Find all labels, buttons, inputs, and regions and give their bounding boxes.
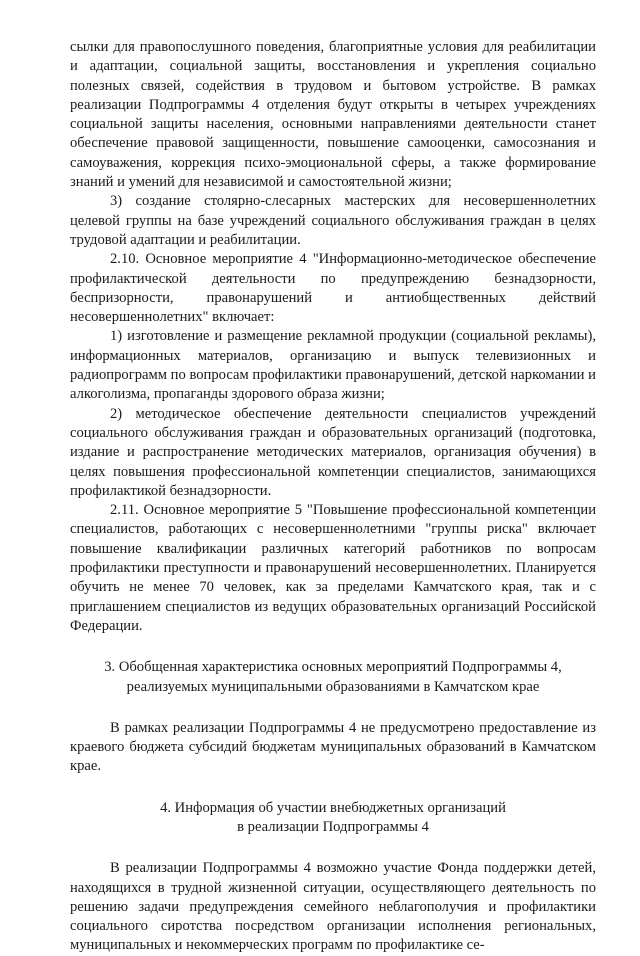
section-4-heading-line-1: 4. Информация об участии внебюджетных организаций <box>160 799 506 816</box>
paragraph-item-3: 3) создание столярно-слесарных мастерских для несовершеннолетних целевой группы на базе учреждений социального обслуживания граждан в целях трудовой адаптации и реабилитации. <box>70 193 596 248</box>
paragraph-item-1: 1) изготовление и размещение рекламной продукции (социальной рекламы), информационных материалов, организацию и выпуск телевизионных и радиопрограмм по вопросам профилактики правонарушений, детской наркомании и алкоголизма, пропаганды здорового образа жизни; <box>70 328 596 403</box>
section-3-text: В рамках реализации Подпрограммы 4 не предусмотрено предоставление из краевого бюджета субсидий бюджетам муниципальных образований в Камчатском крае. <box>70 719 596 775</box>
paragraph-2-11: 2.11. Основное мероприятие 5 "Повышение профессиональной компетенции специалистов, работающих с несовершеннолетними "группы риска" включает повышение квалификации различных категорий работников по вопросам профилактики преступности и правонарушений несовершеннолетних. Планируется обучить не менее 70 человек, как за пределами Камчатского края, так и с приглашением специалистов из ведущих образовательных организаций Российской Федерации. <box>70 502 596 634</box>
paragraph-2-10: 2.10. Основное мероприятие 4 "Информационно-методическое обеспечение профилактической деятельности по предупреждению безнадзорности, беспризорности, правонарушений и антиобщественных действий несовершеннолетних" включает: <box>70 251 596 326</box>
section-4-heading-line-2: в реализации Подпрограммы 4 <box>237 818 429 835</box>
section-3-heading-line-1: 3. Обобщенная характеристика основных мероприятий Подпрограммы 4, <box>104 659 562 676</box>
paragraph-continuation: сылки для правопослушного поведения, благоприятные условия для реабилитации и адаптации, социальной защиты, восстановления и укрепления социально полезных связей, содействия в трудовом и бытовом устройстве. В рамках реализации Подпрограммы 4 отделения будут открыты в четырех учреждениях социальной защиты населения, основными направлениями деятельности станет обеспечение правовой защищенности, повышение самооценки, самосознания и самоуважения, коррекция психо-эмоциональной сферы, а также формирование знаний и умений для независимой и самостоятельной жизни; <box>70 39 596 191</box>
section-3-heading <box>70 658 596 697</box>
paragraph-item-2: 2) методическое обеспечение деятельности специалистов учреждений социального обслуживания граждан и образовательных организаций (подготовка, издание и распространение методических материалов, организация обучения) в целях повышения профессиональной компетенции специалистов, занимающихся профилактикой безнадзорности. <box>70 405 596 499</box>
section-3-heading-line-2: реализуемых муниципальными образованиями в Камчатском крае <box>126 678 540 695</box>
section-4-text: В реализации Подпрограммы 4 возможно участие Фонда поддержки детей, находящихся в трудной жизненной ситуации, осуществляющего деятельность по решению задачи предупреждения семейного неблагополучия и профилактики социального сиротства посредством организации исполнения региональных, муниципальных и некоммерческих программ по профилактике се- <box>70 860 596 954</box>
section-4-heading <box>70 799 596 838</box>
